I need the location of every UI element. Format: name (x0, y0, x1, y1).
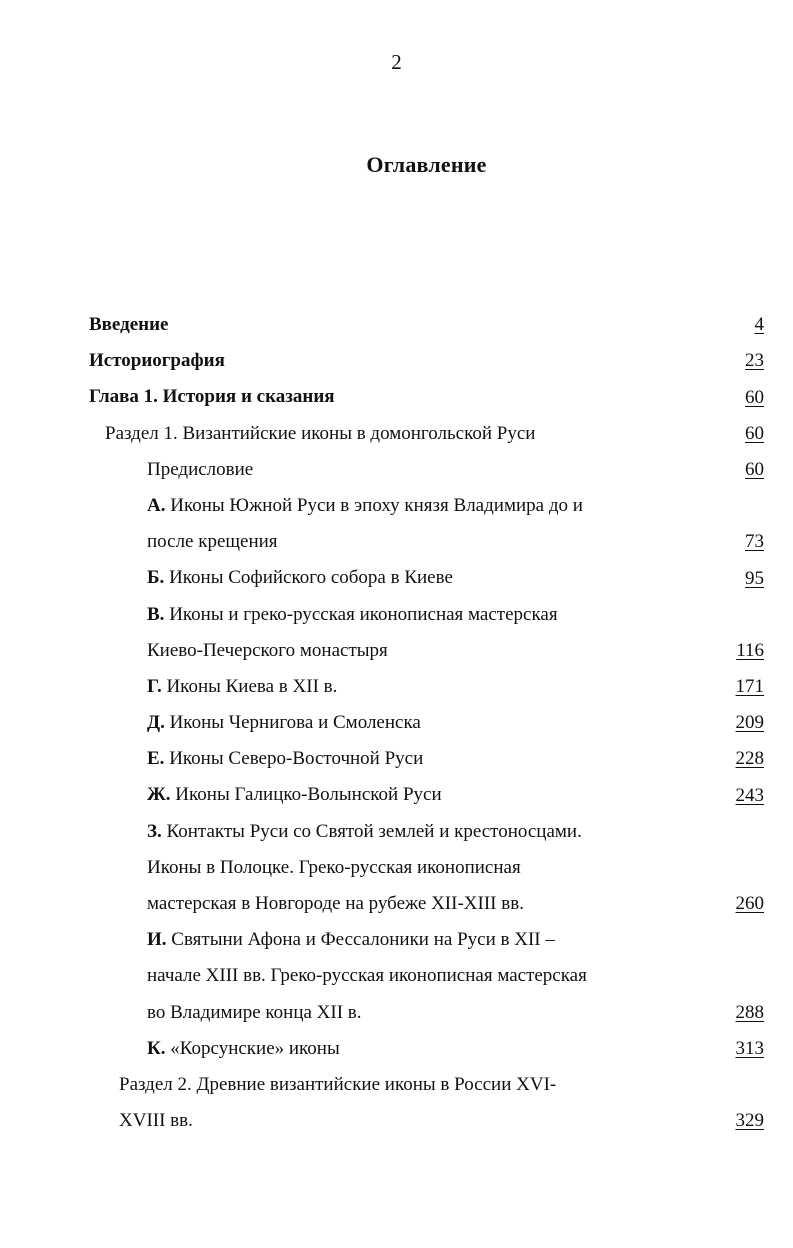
toc-entry-text (0, 527, 793, 557)
toc-entry-text (0, 600, 793, 630)
toc-entry-text (0, 563, 793, 593)
toc-entry-line (0, 1070, 793, 1106)
toc-entry-title: Глава 1. История и сказания (89, 386, 335, 408)
toc-entry-text (0, 455, 793, 485)
toc-entry (0, 708, 793, 744)
toc-entry-letter: А. (147, 494, 166, 516)
toc-entry-title: Иконы Северо-Восточной Руси (169, 748, 424, 770)
toc-entry (0, 346, 793, 382)
toc-entry (0, 925, 793, 1034)
toc-entry-title: Раздел 1. Византийские иконы в домонгольской Руси (105, 422, 536, 444)
toc-entry-title: Иконы Софийского собора в Киеве (169, 567, 453, 589)
toc-entry-title: Историография (89, 350, 225, 372)
toc-entry-letter: Д. (147, 712, 165, 734)
toc-page-link[interactable]: 228 (735, 748, 764, 770)
toc-entry-line (0, 925, 793, 961)
toc-entry (0, 817, 793, 926)
toc-entry (0, 1070, 793, 1142)
toc-page-link[interactable]: 116 (736, 639, 764, 661)
toc-page-link[interactable]: 4 (754, 314, 764, 336)
toc-entry-line (0, 998, 793, 1034)
toc-page-link[interactable]: 329 (735, 1110, 764, 1132)
toc-page-link[interactable]: 288 (735, 1001, 764, 1023)
toc-entry-letter: З. (147, 820, 162, 842)
toc-entry (0, 600, 793, 672)
toc-entry-title: Иконы Киева в XII в. (166, 675, 338, 697)
toc-entry-line (0, 527, 793, 563)
toc-entry-title: мастерская в Новгороде на рубеже XII-XIII вв. (147, 893, 524, 914)
toc-entry-text (0, 310, 793, 340)
toc-page-link[interactable]: 209 (735, 712, 764, 734)
toc-entry-text (0, 925, 793, 955)
toc-entry-line (0, 455, 793, 491)
toc-entry-text (0, 672, 793, 702)
toc-entry-line (0, 708, 793, 744)
toc-entry-title: начале XIII вв. Греко-русская иконописная мастерская (147, 965, 587, 987)
toc-entry-letter: И. (147, 929, 167, 951)
toc-entry-line (0, 744, 793, 780)
toc-entry-text (0, 853, 793, 883)
toc-entry-line (0, 419, 793, 455)
toc-entry-line (0, 889, 793, 925)
toc-entry-letter: В. (147, 603, 165, 625)
toc-entry-text (0, 817, 793, 847)
toc-entry-text (0, 382, 793, 412)
toc-entry-line (0, 780, 793, 816)
toc-entry-line (0, 346, 793, 382)
toc-entry-title: Иконы Чернигова и Смоленска (169, 712, 421, 734)
toc-page-link[interactable]: 73 (745, 531, 764, 553)
toc-entry (0, 563, 793, 599)
toc-entry-title: во Владимире конца XII в. (147, 1001, 362, 1023)
toc-entry (0, 672, 793, 708)
table-of-contents (0, 310, 793, 1142)
toc-entry-title: Иконы Южной Руси в эпоху князя Владимира до и (170, 494, 583, 516)
toc-page-link[interactable]: 313 (735, 1037, 764, 1059)
page-title: Оглавление (366, 152, 487, 177)
toc-entry-letter: Ж. (147, 784, 171, 806)
toc-entry-text (0, 491, 793, 521)
toc-entry-line (0, 817, 793, 853)
toc-entry-text (0, 1070, 793, 1100)
toc-entry-line (0, 310, 793, 346)
toc-entry-text (0, 708, 793, 738)
toc-entry-text (0, 636, 793, 666)
toc-entry-title: Контакты Руси со Святой землей и крестоносцами. (166, 820, 582, 842)
toc-entry-title: Предисловие (147, 458, 254, 480)
toc-entry-title: Раздел 2. Древние византийские иконы в России XVI- (119, 1073, 557, 1095)
toc-entry-title: Киево-Печерского монастыря (147, 639, 388, 661)
toc-entry-line (0, 853, 793, 889)
toc-entry-title: «Корсунские» иконы (170, 1037, 340, 1059)
toc-entry-letter: Г. (147, 675, 162, 697)
toc-page-link[interactable]: 260 (735, 893, 764, 915)
toc-entry-line (0, 563, 793, 599)
toc-entry-line (0, 1034, 793, 1070)
toc-page-link[interactable]: 23 (745, 350, 764, 372)
toc-entry-line (0, 672, 793, 708)
toc-entry-line (0, 382, 793, 418)
toc-entry-line (0, 961, 793, 997)
toc-entry-text (0, 1034, 793, 1064)
toc-entry (0, 310, 793, 346)
toc-entry-text (0, 889, 793, 919)
toc-entry-line (0, 636, 793, 672)
toc-page-link[interactable]: 60 (745, 386, 764, 408)
toc-entry (0, 455, 793, 491)
toc-page-link[interactable]: 95 (745, 567, 764, 589)
toc-entry-letter: Е. (147, 748, 165, 770)
toc-entry (0, 419, 793, 455)
toc-entry-title: Введение (89, 314, 169, 335)
toc-entry-line (0, 491, 793, 527)
toc-entry-letter: Б. (147, 567, 165, 589)
toc-entry-text (0, 998, 793, 1028)
toc-entry-title: после крещения (147, 531, 278, 553)
toc-page-link[interactable]: 60 (745, 458, 764, 480)
toc-page-link[interactable]: 171 (735, 676, 764, 698)
toc-entry-title: Святыни Афона и Фессалоники на Руси в XII – (171, 929, 555, 951)
toc-entry (0, 780, 793, 816)
toc-entry-line (0, 1106, 793, 1142)
toc-entry-text (0, 961, 793, 991)
toc-page-link[interactable]: 60 (745, 422, 764, 444)
toc-entry-title: Иконы и греко-русская иконописная мастерская (169, 603, 558, 625)
toc-page-link[interactable]: 243 (735, 784, 764, 806)
toc-entry-text (0, 1106, 793, 1136)
toc-entry-text (0, 744, 793, 774)
toc-entry-title: XVIII вв. (119, 1110, 193, 1132)
toc-entry-text (0, 780, 793, 810)
toc-entry-line (0, 600, 793, 636)
toc-entry (0, 491, 793, 563)
page-number: 2 (391, 50, 402, 74)
toc-entry-text (0, 346, 793, 376)
toc-entry-letter: К. (147, 1037, 166, 1059)
toc-entry-text (0, 419, 793, 449)
toc-entry (0, 382, 793, 418)
toc-entry (0, 744, 793, 780)
toc-entry-title: Иконы в Полоцке. Греко-русская иконописная (147, 856, 521, 878)
toc-entry (0, 1034, 793, 1070)
toc-entry-title: Иконы Галицко-Волынской Руси (175, 784, 442, 806)
